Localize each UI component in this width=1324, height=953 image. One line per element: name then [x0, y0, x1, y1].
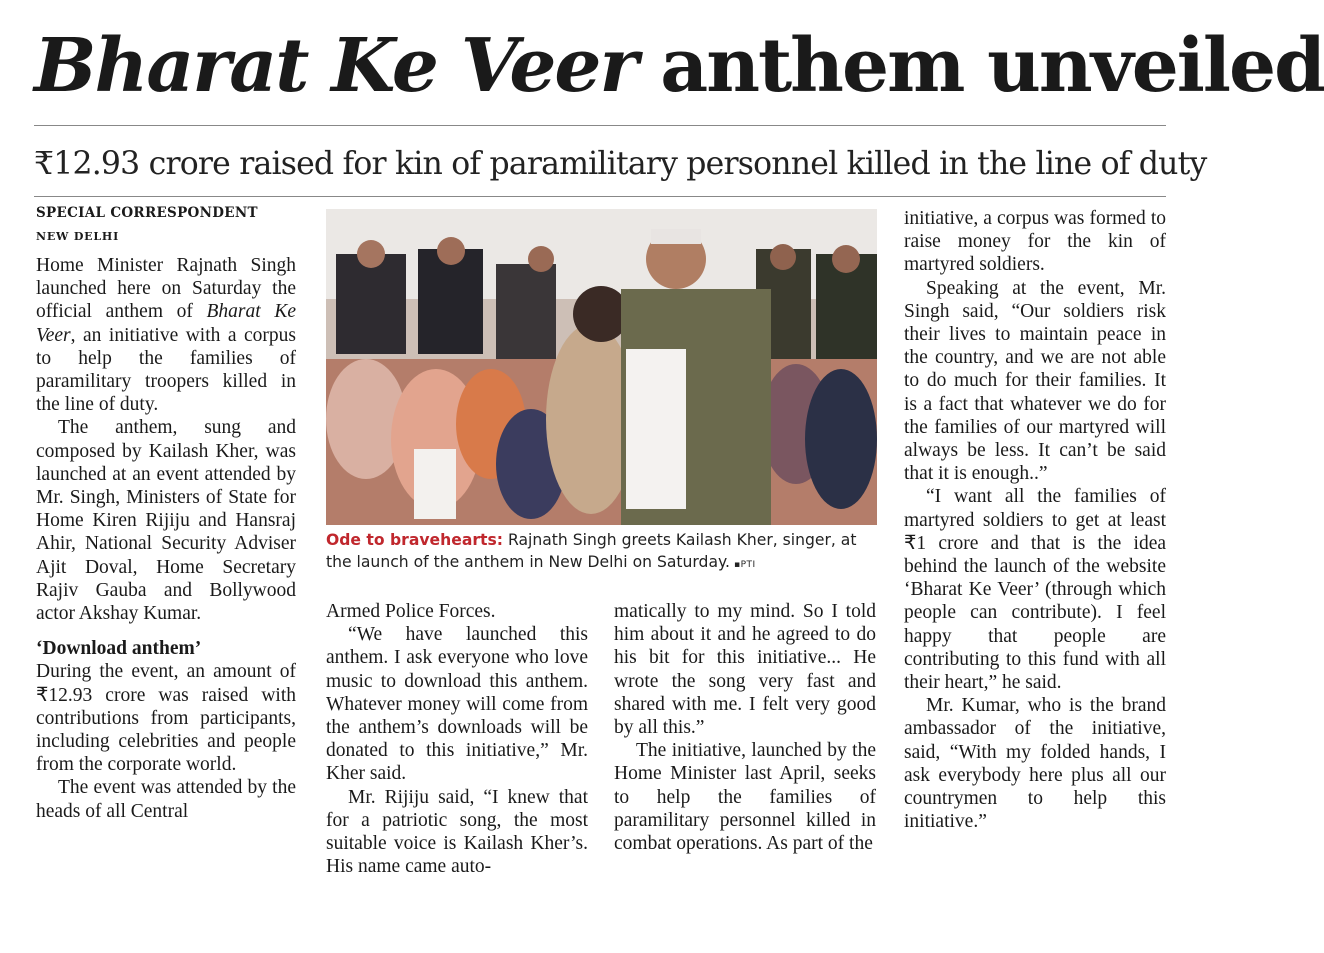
italic-title: Bharat Ke Veer: [36, 301, 296, 346]
paragraph: “We have launched this anthem. I ask everyone who love music to download this anthem. Whatever money will come from the anthem’s downloads will be donated to this initiative,” Mr. Kher said.: [326, 624, 588, 785]
headline-italic: Bharat Ke Veer: [34, 23, 637, 109]
deck-subheadline: ₹12.93 crore raised for kin of paramilitary personnel killed in the line of duty: [34, 146, 1207, 182]
paragraph: Mr. Rijiju said, “I knew that for a patriotic song, the most suitable voice is Kailash Kher’s. His name came auto-: [326, 786, 588, 878]
paragraph: “I want all the families of martyred soldiers to get at least ₹1 crore and that is the idea behind the launch of the website ‘Bharat Ke Veer’ (through which people can contribute). I feel happy that people are contributing to this fund with all their heart,” he said.: [904, 486, 1166, 694]
headline: [34, 18, 1324, 114]
paragraph: initiative, a corpus was formed to raise money for the kin of martyred soldiers.: [904, 208, 1166, 276]
photo-credit: ▪PTI: [733, 560, 756, 570]
paragraph: matically to my mind. So I told him about it and he agreed to do his bit for this initiative... He wrote the song very fast and shared with me. I felt very good by all this.”: [614, 601, 876, 739]
paragraph: During the event, an amount of ₹12.93 crore was raised with contributions from participants, including celebrities and people from the corporate world.: [36, 661, 296, 776]
text-run: Home Minister Rajnath Singh launched here on Saturday the official anthem of: [36, 255, 296, 323]
article-column-4: [904, 207, 1166, 833]
paragraph: [36, 254, 296, 416]
news-photo: [326, 209, 877, 525]
paragraph: Armed Police Forces.: [326, 601, 496, 622]
article-column-3: [614, 600, 876, 855]
caption-text: Rajnath Singh greets Kailash Kher, singer, at the launch of the anthem in New Delhi on Saturday.: [326, 531, 857, 571]
article-column-2: [326, 600, 588, 878]
dateline: NEW DELHI: [36, 230, 120, 243]
subheading: ‘Download anthem’: [36, 638, 202, 660]
caption-lead: Ode to bravehearts:: [326, 531, 503, 549]
paragraph: Speaking at the event, Mr. Singh said, “Our soldiers risk their lives to maintain peace in the country, and we are not able to do much for their families. It is a fact that whatever we do for the families of our martyred will always be less. It can’t be said that it is enough..”: [904, 277, 1166, 485]
headline-rule: [34, 125, 1166, 126]
deck-rule: [34, 196, 1166, 197]
photo-illustration: [326, 209, 877, 525]
byline: SPECIAL CORRESPONDENT: [36, 205, 258, 221]
photo-caption: [326, 529, 886, 576]
headline-rest: anthem unveiled: [660, 23, 1324, 109]
paragraph: The anthem, sung and composed by Kailash Kher, was launched at an event attended by Mr. Singh, Ministers of State for Home Kiren Rijiju and Hansraj Ahir, National Security Adviser Ajit Doval, Home Secretary Rajiv Gauba and Bollywood actor Akshay Kumar.: [36, 417, 296, 625]
paragraph: The initiative, launched by the Home Minister last April, seeks to help the families of paramilitary personnel killed in combat operations. As part of the: [614, 740, 876, 855]
text-run: , an initiative with a corpus to help the families of paramilitary troopers killed in the line of duty.: [36, 324, 296, 416]
paragraph: Mr. Kumar, who is the brand ambassador of the initiative, said, “With my folded hands, I ask everybody here plus all our countrymen to help this initiative.”: [904, 695, 1166, 833]
paragraph: The event was attended by the heads of all Central: [36, 777, 296, 822]
article-column-1: [36, 254, 296, 823]
